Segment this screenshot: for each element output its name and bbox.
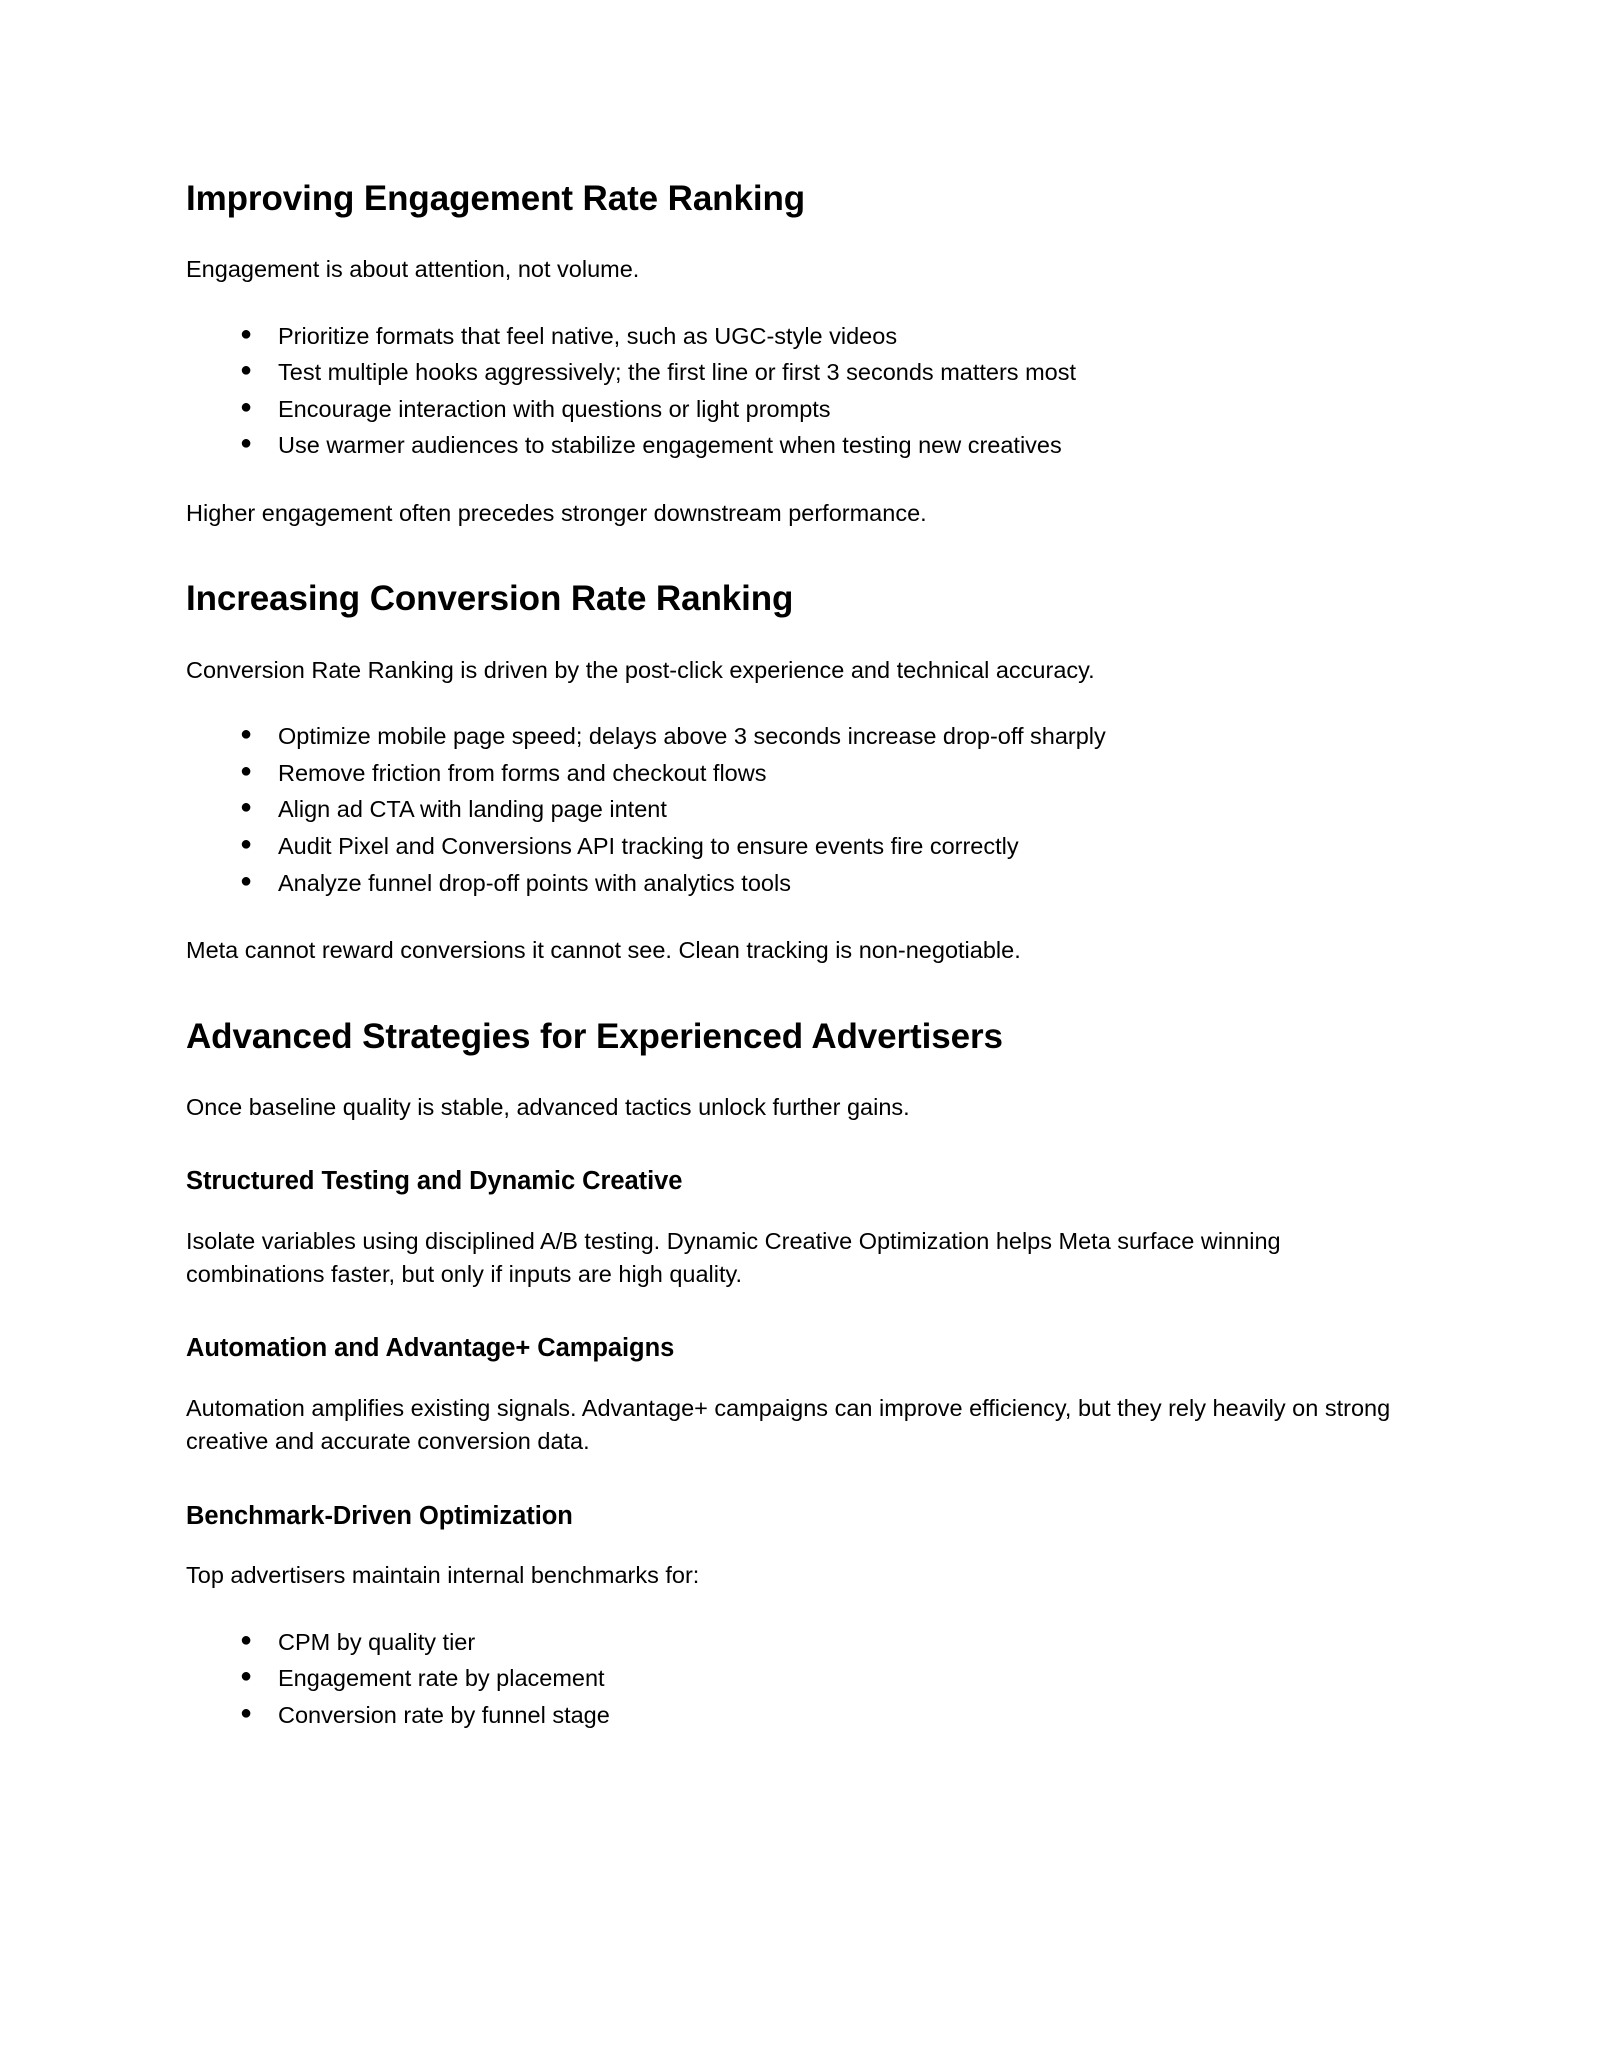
spacer xyxy=(186,620,1416,654)
spacer xyxy=(186,898,1416,934)
bullet-icon: ● xyxy=(240,1628,253,1651)
list-item xyxy=(186,395,1416,425)
list-item-label: Analyze funnel drop-off points with analytics tools xyxy=(278,869,791,896)
list-item xyxy=(186,869,1416,899)
bullet-icon: ● xyxy=(240,1701,253,1724)
bullet-icon: ● xyxy=(240,322,253,345)
spacer xyxy=(186,1593,1416,1628)
list-engagement-tactics xyxy=(186,322,1416,461)
heading-improving-engagement-rate-ranking: Improving Engagement Rate Ranking xyxy=(186,179,806,218)
list-item xyxy=(186,431,1416,461)
list-item xyxy=(186,1628,1416,1658)
list-item xyxy=(186,1701,1416,1731)
list-item-label: CPM by quality tier xyxy=(278,1628,476,1655)
list-item xyxy=(186,759,1416,789)
list-item xyxy=(186,322,1416,352)
spacer xyxy=(186,219,1416,253)
bullet-icon: ● xyxy=(240,359,253,382)
heading-increasing-conversion-rate-ranking: Increasing Conversion Rate Ranking xyxy=(186,579,794,619)
paragraph-engagement-intro: Engagement is about attention, not volume. xyxy=(186,256,640,283)
list-item xyxy=(186,358,1416,388)
paragraph-engagement-closing: Higher engagement often precedes stronger downstream performance. xyxy=(186,500,927,527)
spacer xyxy=(186,1057,1416,1091)
bullet-icon: ● xyxy=(240,759,253,782)
heading-structured-testing: Structured Testing and Dynamic Creative xyxy=(186,1167,683,1196)
list-item-label: Encourage interaction with questions or light prompts xyxy=(278,395,831,422)
bullet-icon: ● xyxy=(240,432,253,455)
list-item xyxy=(186,1664,1416,1694)
paragraph-structured-testing: Isolate variables using disciplined A/B testing. Dynamic Creative Optimization helps Meta surface winning combinations faster, but only if inputs are high quality. xyxy=(186,1227,1281,1288)
list-item-label: Optimize mobile page speed; delays above 3 seconds increase drop-off sharply xyxy=(278,723,1106,750)
heading-advanced-strategies: Advanced Strategies for Experienced Advertisers xyxy=(186,1016,1003,1056)
list-item-label: Test multiple hooks aggressively; the first line or first 3 seconds matters most xyxy=(278,359,1077,386)
paragraph-conversion-closing: Meta cannot reward conversions it cannot see. Clean tracking is non-negotiable. xyxy=(186,937,1021,964)
paragraph-benchmark-intro: Top advertisers maintain internal benchmarks for: xyxy=(186,1562,700,1589)
bullet-icon: ● xyxy=(240,796,253,819)
document-body xyxy=(186,178,1416,1731)
paragraph-automation-advantage-plus: Automation amplifies existing signals. Advantage+ campaigns can improve efficiency, but they rely heavily on strong creative and accurate conversion data. xyxy=(186,1395,1391,1455)
list-item xyxy=(186,795,1416,825)
list-benchmarks xyxy=(186,1628,1416,1731)
list-item-label: Audit Pixel and Conversions API tracking to ensure events fire correctly xyxy=(278,832,1019,859)
list-item-label: Engagement rate by placement xyxy=(278,1665,605,1692)
spacer xyxy=(186,1197,1416,1225)
bullet-icon: ● xyxy=(240,723,253,746)
spacer xyxy=(186,1124,1416,1166)
spacer xyxy=(186,1531,1416,1559)
spacer xyxy=(186,530,1416,578)
spacer xyxy=(186,1364,1416,1392)
spacer xyxy=(186,1291,1416,1333)
bullet-icon: ● xyxy=(240,1665,253,1688)
list-item-label: Prioritize formats that feel native, such as UGC-style videos xyxy=(278,322,898,349)
paragraph-advanced-intro: Once baseline quality is stable, advanced tactics unlock further gains. xyxy=(186,1093,910,1120)
spacer xyxy=(186,287,1416,322)
list-conversion-tactics xyxy=(186,722,1416,898)
spacer xyxy=(186,461,1416,497)
list-item xyxy=(186,832,1416,862)
bullet-icon: ● xyxy=(240,869,253,892)
list-item xyxy=(186,722,1416,752)
heading-automation-advantage-plus: Automation and Advantage+ Campaigns xyxy=(186,1334,675,1363)
list-item-label: Use warmer audiences to stabilize engagement when testing new creatives xyxy=(278,432,1062,459)
list-item-label: Remove friction from forms and checkout flows xyxy=(278,759,767,786)
spacer xyxy=(186,968,1416,1016)
bullet-icon: ● xyxy=(240,832,253,855)
list-item-label: Conversion rate by funnel stage xyxy=(278,1701,610,1728)
bullet-icon: ● xyxy=(240,395,253,418)
heading-benchmark-driven-optimization: Benchmark-Driven Optimization xyxy=(186,1501,573,1530)
spacer xyxy=(186,1459,1416,1501)
spacer xyxy=(186,687,1416,722)
list-item-label: Align ad CTA with landing page intent xyxy=(278,796,667,823)
paragraph-conversion-intro: Conversion Rate Ranking is driven by the post-click experience and technical accuracy. xyxy=(186,656,1095,683)
